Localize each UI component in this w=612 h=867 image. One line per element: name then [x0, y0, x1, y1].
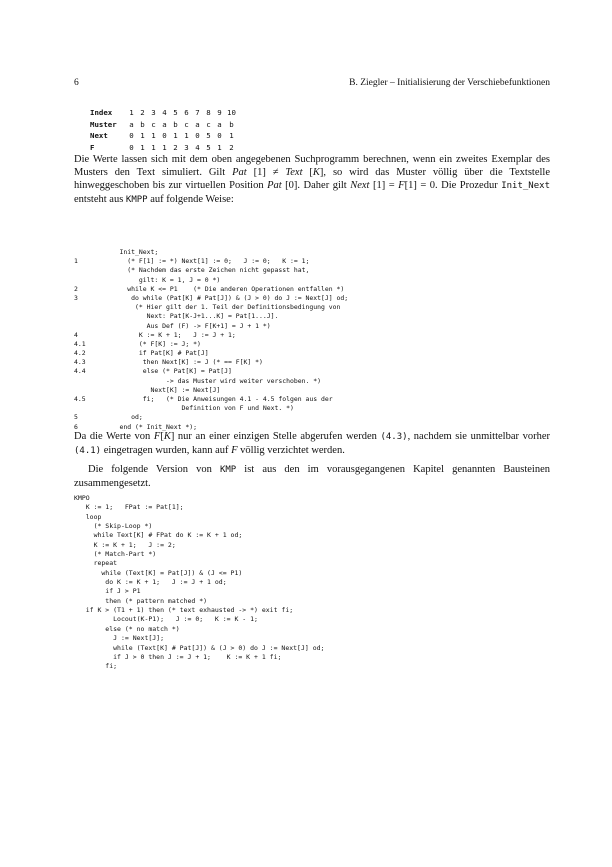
code-text: Next: Pat[K-J+1...K] = Pat[1...J]. [104, 312, 279, 321]
code-line: (* Skip-Loop *) [74, 522, 153, 531]
table-cell: 2 [173, 142, 178, 152]
table-cell: a [162, 119, 167, 129]
table-cell: 0 [162, 131, 167, 140]
table-cell: 5 [173, 108, 178, 117]
table-cell: 5 [206, 142, 211, 152]
table-cell: 4 [162, 108, 167, 117]
table-cell: 2 [140, 108, 145, 117]
code-text: while K <= P1 (* Die anderen Operationen entfallen *) [104, 284, 345, 293]
line-number: 4.2 [74, 349, 86, 358]
table-cell: 6 [184, 108, 189, 117]
table-cell: 1 [151, 142, 156, 152]
code-text: Next[K] := Next[J] [104, 385, 221, 394]
code-line: K := 1; FPat := Pat[1]; [74, 503, 184, 512]
table-row-label: Muster [90, 119, 117, 129]
table-cell: 1 [173, 131, 178, 140]
code-line: while (Text[K] = Pat[J]) & (J <= P1) [74, 568, 243, 577]
table-cell: b [140, 119, 145, 129]
code-text: end (* Init_Next *); [104, 422, 198, 431]
line-number: 5 [74, 413, 78, 422]
table-cell: 8 [206, 108, 211, 117]
table-cell: 1 [217, 142, 222, 152]
table-cell: 1 [162, 142, 167, 152]
table-cell: 4 [195, 142, 200, 152]
code-line: do K := K + 1; J := J + 1 od; [74, 578, 227, 587]
code-line: else (* no match *) [74, 624, 180, 633]
code-text: fi; (* Die Anweisungen 4.1 - 4.5 folgen aus der [104, 395, 333, 403]
paragraph-2: Da die Werte von F[K] nur an einer einzigen Stelle abgerufen werden (4.3), nachdem sie unmittelbar vorher (4.1) eingetragen wurden, kann auf F völlig verzichtet werden. [74, 431, 551, 457]
table-cell: c [206, 119, 211, 129]
table-row-label: F [90, 142, 95, 152]
table-cell: 1 [184, 131, 189, 140]
table-row [90, 130, 240, 142]
table-cell: a [195, 119, 200, 129]
code-text: (* Nachdem das erste Zeichen nicht gepasst hat, [104, 266, 310, 275]
code-text: od; [104, 413, 143, 422]
table-cell: 10 [227, 108, 236, 117]
code-text: -> das Muster wird weiter verschoben. *) [104, 376, 322, 385]
code-line: K := K + 1; J := 2; [74, 540, 176, 549]
table-row [90, 119, 240, 131]
code-text: (* F[1] := *) Next[1] := 0; J := 0; K := 1; [104, 257, 310, 266]
code-line: loop [74, 512, 102, 521]
paragraph-1: Die Werte lassen sich mit dem oben angegebenen Suchprogramm berechnen, wenn ein zweites Exemplar des Musters den Text simuliert. Gilt Pat [1] ≠ Text [K], so wird das Muster völlig über die Textstelle hinweggeschoben bis zur virtuellen Position Pat [0]. Daher gilt Next [1] = F[1] = 0. Die Prozedur Init_Next entsteht aus KMPP auf folgende Weise: [74, 154, 550, 206]
index-table [90, 107, 240, 153]
table-cell: 3 [151, 108, 156, 117]
code-line: fi; [74, 662, 118, 671]
table-cell: 5 [206, 131, 211, 140]
table-cell: a [217, 119, 222, 129]
line-number: 1 [74, 257, 78, 266]
code-text: K := K + 1; J := J + 1; [104, 330, 236, 339]
table-cell: 3 [184, 142, 189, 152]
table-cell: 1 [140, 131, 145, 140]
table-cell: 0 [129, 131, 134, 140]
code-line: if J > 0 then J := J + 1; K := K + 1 fi; [74, 652, 282, 661]
table-cell: 1 [151, 131, 156, 140]
code-line: while (Text[K] # Pat[J]) & (J > 0) do J := Next[J] od; [74, 643, 325, 652]
line-number: 2 [74, 284, 78, 293]
table-row-label: Next [90, 131, 108, 140]
code-line: repeat [74, 559, 118, 568]
code-text: then Next[K] := J (* == F[K] *) [104, 358, 263, 367]
code-line: Locout(K-P1); J := 0; K := K - 1; [74, 615, 258, 624]
code-line: J := Next[J]; [74, 634, 165, 643]
table-cell: 7 [195, 108, 200, 117]
table-cell: b [173, 119, 178, 129]
code-text: Aus Def (F) -> F[K+1] = J + 1 *) [104, 321, 271, 330]
table-cell: 0 [129, 142, 134, 152]
code-text: Definition von F und Next. *) [104, 404, 294, 413]
line-number: 4.3 [74, 358, 86, 367]
line-number: 3 [74, 293, 78, 302]
code-text: (* F[K] := J; *) [104, 339, 201, 348]
line-number: 4 [74, 330, 78, 339]
line-number: 4.5 [74, 395, 86, 403]
table-cell: c [184, 119, 189, 129]
code-line: if K > (T1 + 1) then (* text exhausted -> *) exit fi; [74, 606, 294, 615]
code-line: while Text[K] # FPat do K := K + 1 od; [74, 531, 243, 540]
table-cell: b [229, 119, 234, 129]
code-line: (* Match-Part *) [74, 550, 157, 559]
code-text: gilt: K = 1, J = 0 *) [104, 275, 221, 284]
paragraph-3: Die folgende Version von KMP ist aus den im vorausgegangenen Kapitel genannten Bausteinen zusammengesetzt. [74, 464, 550, 490]
table-cell: 2 [229, 142, 234, 152]
line-number: 4.4 [74, 367, 86, 376]
code-text: Init_Next; [104, 248, 159, 256]
table-cell: 1 [129, 108, 134, 117]
code-text: if Pat[K] # Pat[J] [104, 349, 209, 358]
table-cell: 0 [217, 131, 222, 140]
code-block-kmpo [74, 494, 324, 672]
running-title: B. Ziegler – Initialisierung der Verschiebefunktionen [349, 78, 550, 88]
table-cell: 1 [140, 142, 145, 152]
table-cell: 0 [195, 131, 200, 140]
table-cell: 1 [229, 131, 234, 140]
table-cell: c [151, 119, 156, 129]
code-text: (* Hier gilt der 1. Teil der Definitionsbedingung von [104, 303, 341, 312]
table-cell: a [129, 119, 134, 129]
table-cell: 9 [217, 108, 222, 117]
table-row [90, 142, 240, 154]
line-number: 4.1 [74, 339, 86, 348]
line-number: 6 [74, 422, 78, 431]
table-row-label: Index [90, 108, 113, 117]
code-line: KMPO [74, 494, 90, 502]
code-line: then (* pattern matched *) [74, 596, 208, 605]
table-row [90, 107, 240, 119]
code-line: if J > P1 [74, 587, 141, 596]
code-text: do while (Pat[K] # Pat[J]) & (J > 0) do J := Next[J] od; [104, 293, 349, 302]
page-number: 6 [74, 78, 79, 88]
code-text: else (* Pat[K] = Pat[J] [104, 367, 232, 376]
